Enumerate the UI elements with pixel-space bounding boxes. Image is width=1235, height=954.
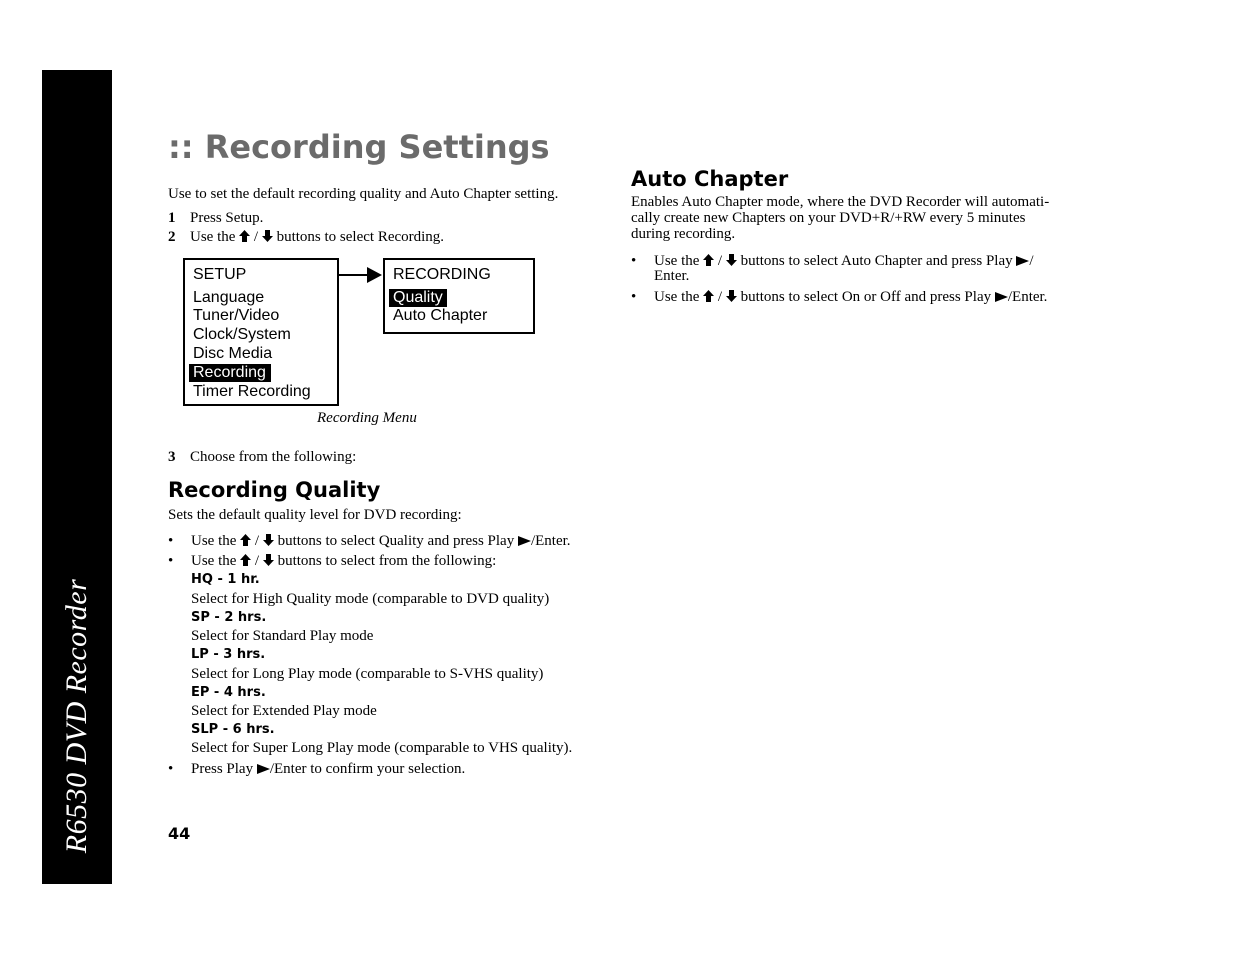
play-icon xyxy=(995,292,1008,302)
slash-separator: / xyxy=(254,533,260,549)
step-text: buttons to select Recording. xyxy=(276,229,445,245)
step-1 xyxy=(168,210,263,227)
bullet-text: buttons to select On or Off and press Play xyxy=(740,289,992,305)
menu-item: Disc Media xyxy=(193,345,273,362)
auto-chapter-desc-line: cally create new Chapters on your DVD+R/+RW every 5 minutes xyxy=(631,210,1026,226)
play-icon xyxy=(257,764,270,774)
up-arrow-icon xyxy=(240,554,251,566)
up-arrow-icon xyxy=(240,534,251,546)
play-icon xyxy=(518,536,531,546)
menu-item: Clock/System xyxy=(193,326,291,343)
bullet-glyph: • xyxy=(631,253,637,269)
menu-item: Tuner/Video xyxy=(193,307,280,324)
sidebar-product-title: R6530 DVD Recorder xyxy=(60,578,93,854)
setup-menu-title: SETUP xyxy=(193,266,247,283)
bullet-text: Use the xyxy=(191,553,237,569)
mode-label: HQ - 1 hr. xyxy=(191,572,260,587)
step-text: Press Setup. xyxy=(190,210,264,226)
recording-menu-title: RECORDING xyxy=(393,266,491,283)
menu-item: Language xyxy=(193,289,265,306)
down-arrow-icon xyxy=(726,254,737,266)
auto-chapter-desc-line: during recording. xyxy=(631,226,736,242)
mode-label: EP - 4 hrs. xyxy=(191,685,266,700)
auto-chapter-desc-line: Enables Auto Chapter mode, where the DVD Recorder will automati- xyxy=(631,194,1050,210)
slash-separator: / xyxy=(253,229,259,245)
slash-separator: / xyxy=(254,553,260,569)
bullet-text: buttons to select Auto Chapter and press Play xyxy=(740,253,1013,269)
menu-item-selected: Quality xyxy=(389,289,447,307)
menu-item: Timer Recording xyxy=(193,383,311,400)
recording-menu xyxy=(383,258,535,334)
step-3 xyxy=(168,449,356,466)
bullet-text-continued: Enter. xyxy=(654,268,690,284)
auto-chapter-heading: Auto Chapter xyxy=(631,167,789,191)
bullet-text: /Enter to confirm your selection. xyxy=(269,761,466,777)
step-number: 1 xyxy=(168,210,176,226)
bullet-text: Press Play xyxy=(191,761,254,777)
mode-label: SLP - 6 hrs. xyxy=(191,722,275,737)
recording-quality-heading: Recording Quality xyxy=(168,478,381,502)
bullet-glyph: • xyxy=(168,533,174,549)
bullet-text: Use the xyxy=(654,289,700,305)
down-arrow-icon xyxy=(262,230,273,242)
bullet-glyph: • xyxy=(168,761,174,777)
bullet-text: Use the xyxy=(654,253,700,269)
bullet-text: / xyxy=(1029,253,1034,269)
bullet-glyph: • xyxy=(631,289,637,305)
right-arrow-icon xyxy=(337,266,383,284)
down-arrow-icon xyxy=(263,554,274,566)
bullet-text: /Enter. xyxy=(530,533,571,549)
mode-desc: Select for High Quality mode (comparable to DVD quality) xyxy=(191,591,550,607)
menu-item: Auto Chapter xyxy=(393,307,488,324)
bullet-text: Use the xyxy=(191,533,237,549)
mode-desc: Select for Super Long Play mode (comparable to VHS quality). xyxy=(191,740,573,756)
step-number: 3 xyxy=(168,449,176,465)
page-number: 44 xyxy=(168,824,191,843)
page-title: :: Recording Settings xyxy=(168,128,550,166)
step-number: 2 xyxy=(168,229,176,245)
up-arrow-icon xyxy=(703,254,714,266)
recording-quality-desc: Sets the default quality level for DVD recording: xyxy=(168,507,462,523)
intro-text: Use to set the default recording quality and Auto Chapter setting. xyxy=(168,186,559,202)
mode-label: LP - 3 hrs. xyxy=(191,647,266,662)
menu-item-selected: Recording xyxy=(189,364,271,382)
bullet-text: buttons to select from the following: xyxy=(277,553,497,569)
step-text: Use the xyxy=(190,229,236,245)
setup-menu xyxy=(183,258,339,406)
mode-label: SP - 2 hrs. xyxy=(191,610,267,625)
step-2 xyxy=(168,229,444,246)
slash-separator: / xyxy=(717,253,723,269)
up-arrow-icon xyxy=(703,290,714,302)
mode-desc: Select for Long Play mode (comparable to S-VHS quality) xyxy=(191,666,544,682)
down-arrow-icon xyxy=(263,534,274,546)
down-arrow-icon xyxy=(726,290,737,302)
bullet-text: /Enter. xyxy=(1007,289,1048,305)
mode-desc: Select for Standard Play mode xyxy=(191,628,374,644)
bullet-text: buttons to select Quality and press Play xyxy=(277,533,515,549)
bullet-glyph: • xyxy=(168,553,174,569)
figure-caption: Recording Menu xyxy=(317,410,417,426)
play-icon xyxy=(1016,256,1029,266)
up-arrow-icon xyxy=(239,230,250,242)
step-text: Choose from the following: xyxy=(190,449,357,465)
mode-desc: Select for Extended Play mode xyxy=(191,703,377,719)
slash-separator: / xyxy=(717,289,723,305)
